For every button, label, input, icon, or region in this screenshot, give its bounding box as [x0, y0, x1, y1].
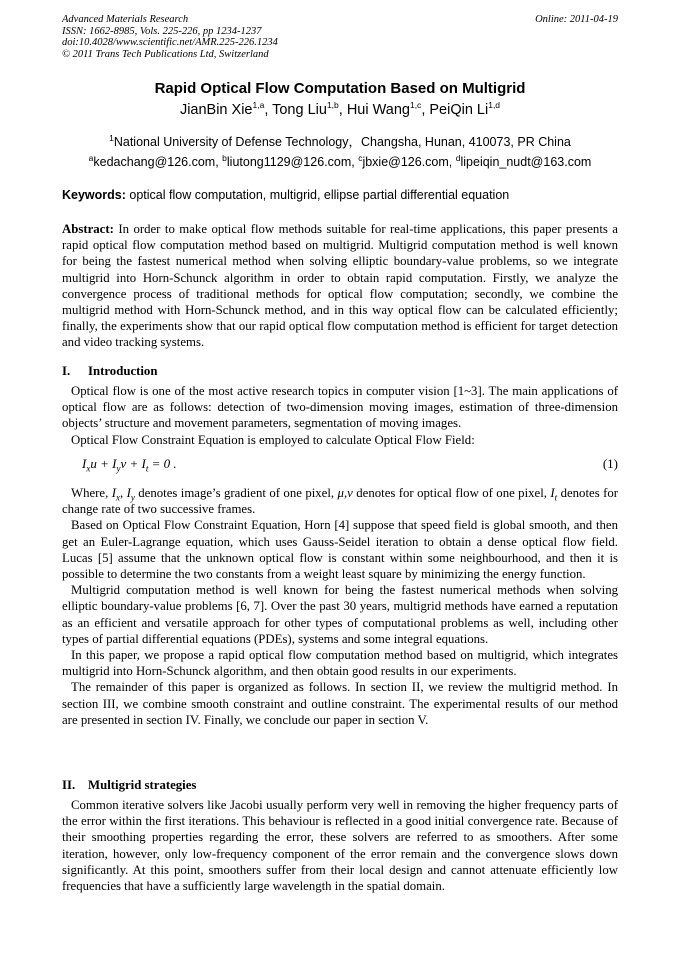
keywords-text: optical flow computation, multigrid, ellipse partial differential equation: [129, 188, 510, 202]
keywords-label: Keywords:: [62, 188, 126, 202]
equation-1: $I_xu + I_yv + I_t = 0$ . (1): [82, 456, 618, 474]
author-name: JianBin Xie: [179, 102, 253, 118]
section-heading-introduction: [62, 364, 618, 379]
paragraph: Multigrid computation method is well known for being the fastest numerical methods when solving elliptic boundary-value problems [6, 7]. Over the past 30 years, multigrid methods have earned a reputation as an efficient and versatile approach for other types of computational problems as well, including other types of partial differential equations (PDEs), systems and some integral equations.: [62, 583, 618, 646]
abstract-text: In order to make optical flow methods suitable for real-time applications, this paper presents a rapid optical flow computation method based on multigrid. Multigrid computation method is well known for being the fastest numerical method when solving elliptic boundary-value problems, so we integrate multigrid into Horn-Schunck algorithm in order to obtain rapid computation. Firstly, we analyze the convergence process of traditional methods for optical flow computation; secondly, we combine the multigrid method with Horn-Schunck method, and in this way optical flow can be calculated efficiently; finally, the experiments show that our rapid optical flow computation method is efficient for target detection and video tracking systems.: [62, 222, 618, 350]
doi-line: doi:10.4028/www.scientific.net/AMR.225-226.1234: [62, 37, 278, 48]
affiliation-mark: 1: [109, 132, 114, 143]
multigrid-text: [62, 797, 618, 894]
author-name: Hui Wang: [346, 102, 410, 118]
introduction-text-2: [62, 485, 618, 728]
introduction-text-1: [62, 383, 618, 448]
author-affil-mark: 1,b: [326, 100, 339, 111]
paragraph: The remainder of this paper is organized as follows. In section II, we review the multigrid method. In section III, we combine smooth constraint and outline constraint. The experimental results of our method are presented in section IV. Finally, we conclude our paper in section V.: [62, 680, 618, 727]
abstract-label: Abstract:: [62, 222, 114, 236]
email-address[interactable]: lipeiqin_nudt@163.com: [460, 155, 592, 169]
equation-number: (1): [602, 456, 618, 471]
email-mark: c: [358, 152, 363, 163]
paragraph: Optical flow is one of the most active research topics in computer vision [1~3]. The main applications of optical flow are as follows: detection of two-dimension moving images, estimation of three-dimension objects’ structure and movement parameters, segmentation of moving images.: [62, 384, 618, 431]
author-list: JianBin Xie$^{1,a}$, Tong Liu$^{1,b}$, Hui Wang$^{1,c}$, PeiQin Li$^{1,d}$: [179, 100, 501, 118]
author-affil-mark: 1,d: [488, 100, 501, 111]
paragraph: Optical Flow Constraint Equation is employed to calculate Optical Flow Field:: [71, 432, 475, 447]
paragraph: Common iterative solvers like Jacobi usually perform very well in removing the higher frequency parts of the error within the first iterations. This behaviour is reflected in a good initial convergence rate. Because of their smoothing properties regarding the error, these solvers are referred to as smoothers. After some iteration, however, only low-frequency component of the error remain and the convergence slows down significantly. At this point, smoothers suffer from their local design and cannot attenuate efficiently low frequencies that have a sufficiently large wavelength in the spatial domain.: [62, 798, 618, 894]
author-affil-mark: 1,c: [409, 100, 422, 111]
author-affil-mark: 1,a: [252, 100, 265, 111]
email-address[interactable]: kedachang@126.com: [93, 155, 216, 169]
journal-header: [62, 14, 618, 60]
email-mark: d: [455, 152, 461, 163]
keywords: [62, 188, 618, 202]
affiliation: [62, 132, 618, 150]
copyright-line: © 2011 Trans Tech Publications Ltd, Switzerland: [62, 48, 269, 60]
author-name: Tong Liu: [272, 102, 327, 118]
paragraph: Where, $I_x$, $I_y$ denotes image’s gradient of one pixel, μ,v denotes for optical flow of one pixel, $I_t$ denotes for change rate of two successive frames.: [62, 486, 619, 517]
abstract: [62, 221, 618, 351]
section-number: I.: [62, 364, 71, 378]
email-address[interactable]: liutong1129@126.com: [226, 155, 352, 169]
journal-name: Advanced Materials Research: [62, 14, 189, 25]
email-list: $^a$kedachang@126.com, $^b$liutong1129@126.com, $^c$jbxie@126.com, $^d$lipeiqin_nudt@163.com: [88, 152, 592, 169]
section-title: Introduction: [88, 364, 158, 378]
paragraph: Based on Optical Flow Constraint Equation, Horn [4] suppose that speed field is global smooth, and then get an Euler-Lagrange equation, which uses Gauss-Seidel iteration to obtain a dense optical flow field. Lucas [5] assume that the unknown optical flow is constant within some neighbourhood, and then it is possible to determine the two constants from a weight least square by minimizing the energy function.: [62, 518, 618, 582]
section-heading-multigrid: [62, 778, 618, 793]
paragraph: In this paper, we propose a rapid optical flow computation method based on multigrid, which integrates multigrid into Horn-Schunck algorithm, and then obtain good results in our experiments.: [62, 648, 618, 679]
section-title: Multigrid strategies: [88, 778, 197, 792]
issn-line: ISSN: 1662-8985, Vols. 225-226, pp 1234-1237: [62, 25, 262, 37]
email-mark: b: [222, 152, 227, 163]
section-number: II.: [62, 778, 76, 792]
online-date: Online: 2011-04-19: [535, 14, 618, 25]
paper-title: Rapid Optical Flow Computation Based on Multigrid: [154, 80, 526, 97]
email-address[interactable]: jbxie@126.com: [362, 155, 449, 169]
email-mark: a: [88, 152, 94, 163]
author-name: PeiQin Li: [429, 102, 489, 118]
affiliation-text: National University of Defense Technology，Changsha, Hunan, 410073, PR China: [113, 135, 571, 149]
